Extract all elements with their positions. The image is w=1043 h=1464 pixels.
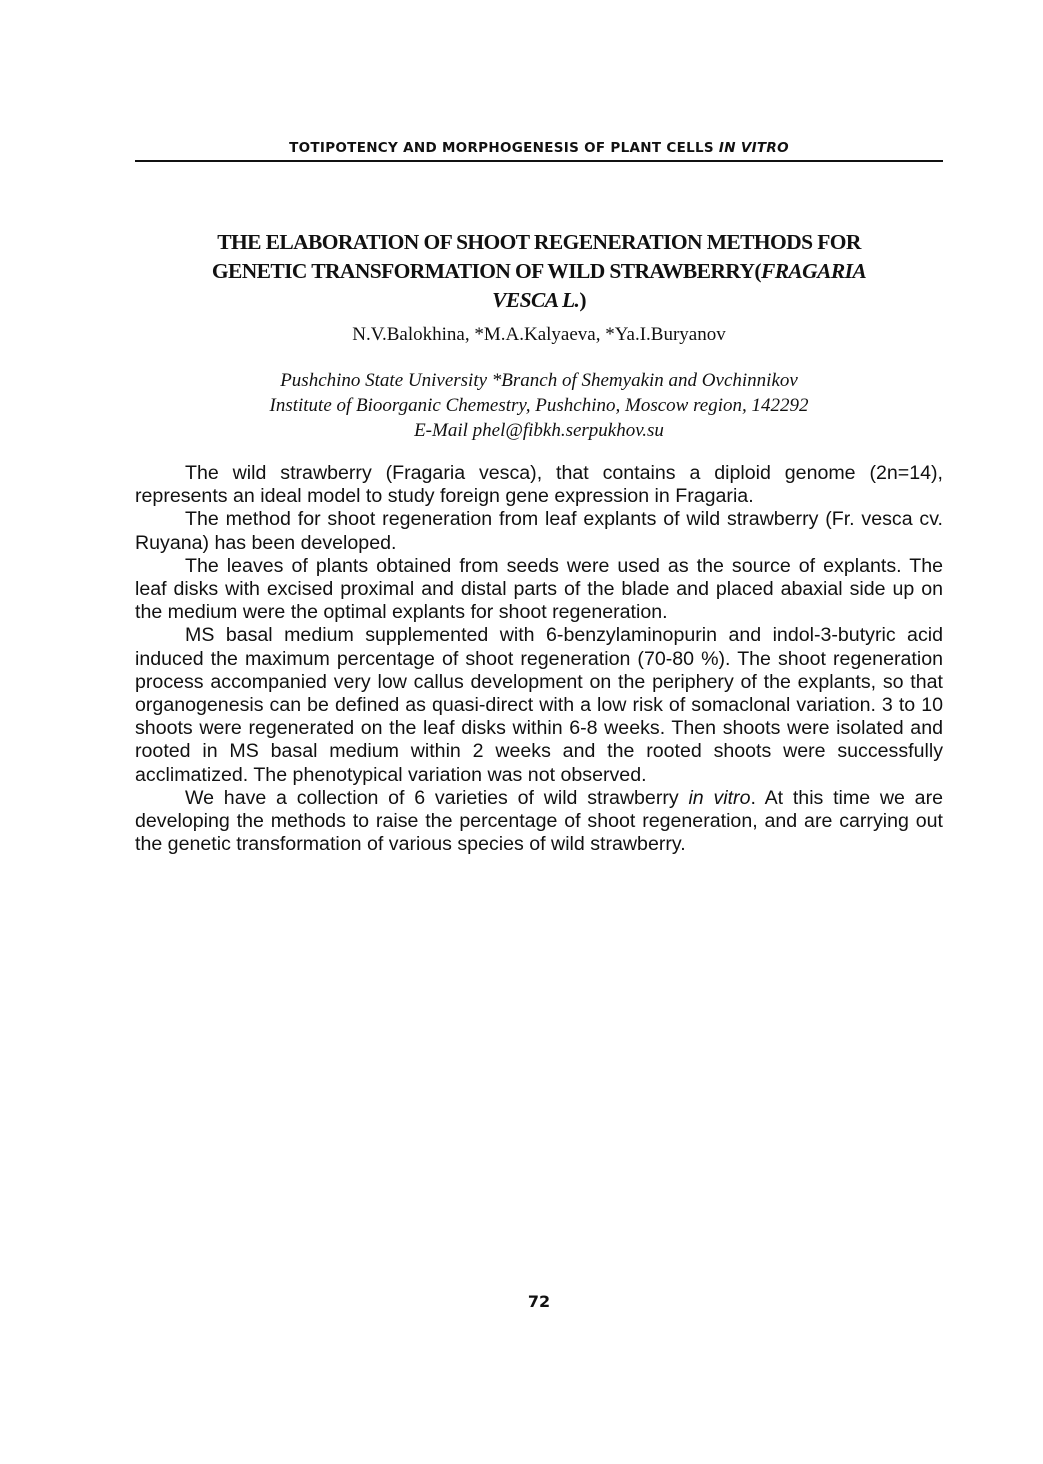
affiliation-line-1: Pushchino State University *Branch of Shemyakin and Ovchinnikov: [280, 370, 798, 391]
article-title: [135, 228, 943, 315]
affiliation-line-2: Institute of Bioorganic Chemestry, Pushchino, Moscow region, 142292: [269, 395, 809, 416]
paragraph-2: The method for shoot regeneration from leaf explants of wild strawberry (Fr. vesca cv. Ruyana) has been developed.: [135, 508, 943, 554]
title-line-1: THE ELABORATION OF SHOOT REGENERATION METHODS FOR: [217, 230, 861, 254]
paragraph-3: The leaves of plants obtained from seeds were used as the source of explants. The leaf disks with excised proximal and distal parts of the blade and placed abaxial side up on the medium were the optimal explants for shoot regeneration.: [135, 554, 943, 624]
page-number: 72: [527, 1292, 551, 1311]
title-line-3: [135, 286, 943, 315]
title-line-2-main: GENETIC TRANSFORMATION OF WILD STRAWBERRY(: [211, 259, 761, 283]
affiliation: [135, 368, 943, 443]
title-line-3-close: ): [579, 288, 586, 312]
article-body: [135, 462, 943, 856]
authors: N.V.Balokhina, *M.A.Kalyaeva, *Ya.I.Buryanov: [352, 324, 726, 345]
paragraph-1: The wild strawberry (Fragaria vesca), that contains a diploid genome (2n=14), represents an ideal model to study foreign gene expression in Fragaria.: [135, 462, 943, 508]
title-line-2-italic: FRAGARIA: [760, 259, 867, 283]
paragraph-5-italic: in vitro: [688, 786, 751, 809]
title-line-2: [135, 257, 943, 286]
paragraph-5: [135, 787, 943, 857]
running-header-main: TOTIPOTENCY AND MORPHOGENESIS OF PLANT CELLS: [289, 140, 714, 156]
affiliation-email: E-Mail phel@fibkh.serpukhov.su: [414, 420, 664, 441]
paragraph-5-end: . At this time we are developing the methods to raise the percentage of shoot regeneration, and are carrying out the genetic transformation of various species of wild strawberry.: [135, 786, 944, 856]
header-rule: [135, 160, 943, 162]
paragraph-4: MS basal medium supplemented with 6-benzylaminopurin and indol-3-butyric acid induced the maximum percentage of shoot regeneration (70-80 %). The shoot regeneration process accompanied very low callus development on the periphery of the explants, so that organogenesis can be defined as quasi-direct with a low risk of somaclonal variation. 3 to 10 shoots were regenerated on the leaf disks within 6-8 weeks. Then shoots were isolated and rooted in MS basal medium within 2 weeks and the rooted shoots were successfully acclimatized. The phenotypical variation was not observed.: [135, 624, 943, 786]
paragraph-5-start: We have a collection of 6 varieties of wild strawberry: [185, 786, 689, 809]
title-line-3-italic: VESCA L.: [492, 288, 580, 312]
running-header: [135, 140, 943, 156]
running-header-italic: IN VITRO: [718, 140, 789, 156]
